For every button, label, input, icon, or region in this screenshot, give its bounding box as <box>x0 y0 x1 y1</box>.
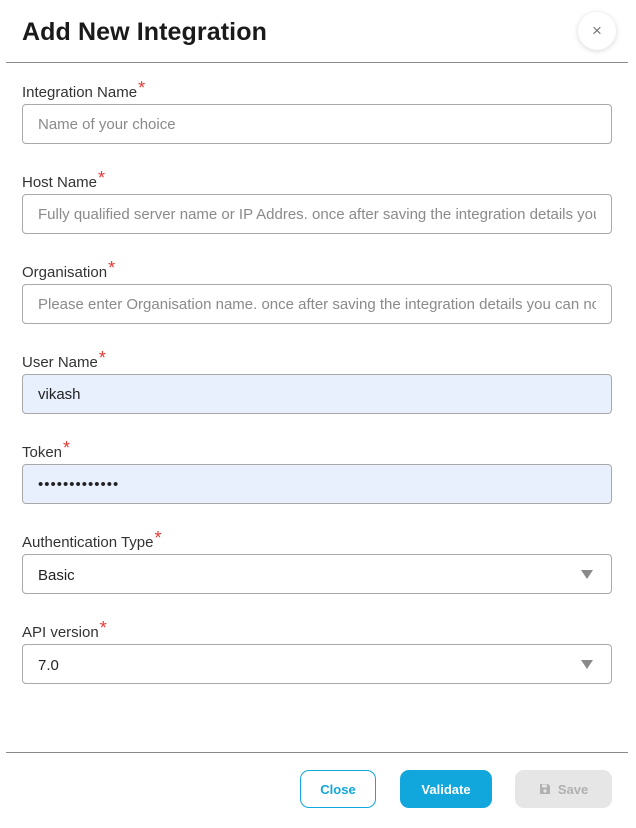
header-divider <box>6 62 628 63</box>
required-marker: * <box>98 348 106 368</box>
required-marker: * <box>108 258 116 278</box>
user-name-input[interactable] <box>22 374 612 414</box>
authentication-type-label <box>22 528 162 552</box>
modal-header <box>0 0 636 62</box>
user-name-label <box>22 348 106 372</box>
integration-name-label-text: Integration Name <box>22 84 138 101</box>
required-marker: * <box>99 618 107 638</box>
close-icon: × <box>592 21 602 40</box>
api-version-label <box>22 618 107 642</box>
modal-title: Add New Integration <box>22 18 267 46</box>
token-label-text: Token <box>22 444 63 461</box>
authentication-type-label-text: Authentication Type <box>22 534 154 551</box>
authentication-type-select[interactable] <box>22 554 612 594</box>
footer-divider <box>6 752 628 753</box>
token-input[interactable] <box>22 464 612 504</box>
token-label <box>22 438 71 462</box>
save-button[interactable] <box>515 770 612 808</box>
integration-name-label <box>22 78 146 102</box>
authentication-type-value: Basic <box>38 567 75 584</box>
api-version-label-text: API version <box>22 624 99 641</box>
floppy-disk-icon <box>539 783 551 795</box>
host-name-input[interactable] <box>22 194 612 234</box>
host-name-label <box>22 168 106 192</box>
save-label: Save <box>557 781 589 797</box>
api-version-select[interactable] <box>22 644 612 684</box>
integration-name-input[interactable] <box>22 104 612 144</box>
organisation-label <box>22 258 116 282</box>
required-marker: * <box>63 438 71 458</box>
required-marker: * <box>154 528 162 548</box>
required-marker: * <box>98 168 106 188</box>
caret-down-icon <box>581 660 593 669</box>
organisation-label-text: Organisation <box>22 264 108 281</box>
user-name-label-text: User Name <box>22 354 98 371</box>
host-name-label-text: Host Name <box>22 174 98 191</box>
close-button[interactable]: Close <box>300 770 376 808</box>
required-marker: * <box>138 78 146 98</box>
validate-button[interactable]: Validate <box>400 770 492 808</box>
caret-down-icon <box>581 570 593 579</box>
api-version-value: 7.0 <box>38 657 59 674</box>
close-modal-button[interactable] <box>578 12 616 50</box>
organisation-input[interactable] <box>22 284 612 324</box>
